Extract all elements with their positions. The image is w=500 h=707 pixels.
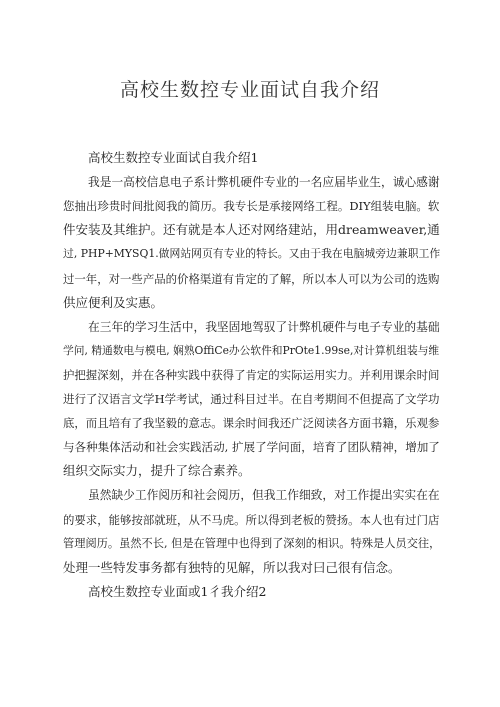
body-line: 组织交际实力，提升了综合素养。 <box>63 463 251 479</box>
body-line: 供应便利及实惠。 <box>63 294 164 310</box>
body-line: 在三年的学习生活中，我坚固地驾驭了计弊机硬件与电子专业的基础 <box>88 319 440 334</box>
body-line: 高校生数控专业面或1彳我介绍2 <box>88 583 267 599</box>
body-line: 高校生数控专业面试自我介绍1 <box>88 150 259 165</box>
body-line: 护把握深刻，并在各种实践中获得了肯定的实际运用实力。并利用课余时间 <box>63 367 440 382</box>
body-line: 进行了汉语言文学H学考试，通过科目过半。在自考期间不但提高了文学功 <box>63 392 440 406</box>
body-line: 过, PHP+MYSQ1.做网站网页有专业的特长。又由于我在电脑城旁边兼职工作 <box>63 247 441 261</box>
body-line: 我是一高校信息电子系计弊机硬件专业的一名应届毕业生，诚心感谢 <box>88 175 440 190</box>
body-line: 您抽出珍贵时间批阅我的简历。我专长是承接网络工程。DIY组装电脑。软 <box>63 199 440 214</box>
body-line: 底，而且培有了我坚毅的意志。课余时间我还广泛阅读各方面书籍，乐观参 <box>63 416 440 431</box>
body-line: 管理阅历。虽然不长, 但是在管理中也得到了深刻的相识。特殊是人员交往， <box>63 536 441 550</box>
body-line: 过一年，对一些产品的价格渠道有肯定的了解，所以本人可以为公司的选购 <box>63 271 440 286</box>
body-line: 学问, 精通数电与模电, 娴熟OffiCe办公软件和PrOte1.99se,对计算机组装与维 <box>63 343 440 357</box>
body-line: 处理一些特发事务都有独特的见解，所以我对曰己很有信念。 <box>63 559 401 575</box>
page-title: 高校生数控专业面试自我介绍 <box>119 79 380 101</box>
body-line: 的要求，能够按部就班，从不马虎。所以得到老板的赞扬。本人也有过门店 <box>63 512 440 527</box>
body-line: 虽然缺少工作阅历和社会阅历，但我工作细致，对工作提出实实在在 <box>88 488 440 503</box>
body-line: 与各种集体活动和社会实践活动, 扩展了学问面，培育了团队精神，增加了 <box>63 440 440 455</box>
body-line: 件安装及其维护。还有就是本人还对网络建站，用dreamweaver,通 <box>63 222 440 238</box>
